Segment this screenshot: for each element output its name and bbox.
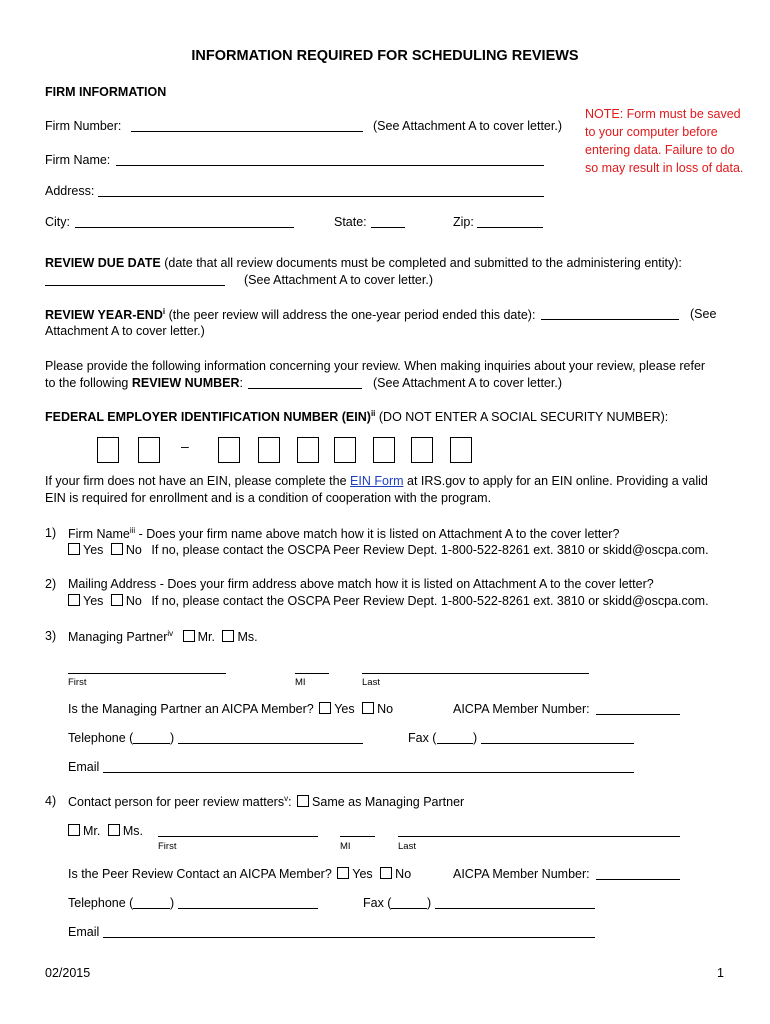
q4-colon: : <box>288 795 292 810</box>
ein-paragraph-line2: EIN is required for enrollment and is a condition of cooperation with the program. <box>45 491 492 505</box>
q3-ms-checkbox[interactable] <box>222 630 234 642</box>
review-due-line <box>45 256 682 270</box>
q4-aicpa-no-label: No <box>395 867 412 881</box>
q1-question <box>68 526 619 541</box>
address-label: Address: <box>45 184 95 198</box>
review-number-note: (See Attachment A to cover letter.) <box>373 376 562 390</box>
q4-fax-field[interactable] <box>435 896 595 909</box>
q4-number: 4) <box>45 794 57 808</box>
ein-heading: FEDERAL EMPLOYER IDENTIFICATION NUMBER (EIN) <box>45 410 371 425</box>
review-due-note: (See Attachment A to cover letter.) <box>244 273 433 287</box>
q3-label: Managing Partner <box>68 630 168 645</box>
ein-warning: (DO NOT ENTER A SOCIAL SECURITY NUMBER): <box>378 410 669 425</box>
q3-member-number-label: AICPA Member Number: <box>453 702 590 716</box>
q3-last-caption: Last <box>362 677 380 688</box>
q3-fax-field[interactable] <box>481 731 634 744</box>
ein-line <box>45 409 668 424</box>
q3-mi-caption: MI <box>295 677 306 688</box>
q4-same-label: Same as Managing Partner <box>312 795 465 810</box>
q3-aicpa-no-checkbox[interactable] <box>362 702 374 714</box>
q4-fax-paren: ) <box>427 896 432 910</box>
q4-fax-area-field[interactable] <box>391 896 427 909</box>
q1-answer <box>68 543 709 557</box>
q4-member-number-field[interactable] <box>596 867 680 880</box>
q4-first-caption: First <box>158 841 177 852</box>
q3-fax-label: Fax ( <box>408 731 437 745</box>
q4-first-name-field[interactable] <box>158 824 318 837</box>
firm-info-heading: FIRM INFORMATION <box>45 85 167 99</box>
ein-dash: – <box>181 438 189 454</box>
q4-aicpa-row <box>68 867 411 881</box>
save-warning-note: NOTE: Form must be saved to your computer before entering data. Failure to do so may result in loss of data. <box>585 107 744 175</box>
q3-first-caption: First <box>68 677 87 688</box>
q4-ms-label: Ms. <box>122 824 143 838</box>
review-due-heading: REVIEW DUE DATE <box>45 256 161 270</box>
firm-name-field[interactable] <box>116 153 544 166</box>
page-number: 1 <box>717 966 724 980</box>
q3-aicpa-yes-label: Yes <box>334 702 355 716</box>
q3-telephone-paren: ) <box>170 731 175 745</box>
ein-digit-box[interactable] <box>450 437 472 463</box>
q3-aicpa-question: Is the Managing Partner an AICPA Member? <box>68 702 314 716</box>
q2-number: 2) <box>45 577 57 591</box>
review-due-field[interactable] <box>45 273 225 286</box>
q4-telephone-field[interactable] <box>178 896 318 909</box>
q3-telephone-field[interactable] <box>178 731 363 744</box>
review-number-field[interactable] <box>248 376 362 389</box>
review-year-end-field[interactable] <box>541 307 679 320</box>
ein-digit-box[interactable] <box>411 437 433 463</box>
q3-member-number-field[interactable] <box>596 702 680 715</box>
q4-label: Contact person for peer review matters <box>68 795 285 810</box>
review-number-prefix: to the following <box>45 376 129 390</box>
q1-no-checkbox[interactable] <box>111 543 123 555</box>
city-label: City: <box>45 215 70 229</box>
q3-aicpa-row <box>68 702 393 716</box>
footnote-ref: i <box>162 307 166 316</box>
ein-digit-box[interactable] <box>218 437 240 463</box>
q3-number: 3) <box>45 629 57 643</box>
q1-number: 1) <box>45 526 57 540</box>
q4-mr-checkbox[interactable] <box>68 824 80 836</box>
footnote-ref: ii <box>370 409 376 418</box>
q4-same-checkbox[interactable] <box>297 795 309 807</box>
city-field[interactable] <box>75 215 294 228</box>
q3-last-name-field[interactable] <box>362 661 589 674</box>
q4-member-number-label: AICPA Member Number: <box>453 867 590 881</box>
q3-telephone-area-field[interactable] <box>133 731 170 744</box>
q4-aicpa-yes-label: Yes <box>352 867 373 881</box>
review-number-line <box>45 376 243 390</box>
firm-number-field[interactable] <box>131 119 363 132</box>
firm-number-label: Firm Number: <box>45 119 122 133</box>
firm-number-note: (See Attachment A to cover letter.) <box>373 119 562 133</box>
q4-aicpa-no-checkbox[interactable] <box>380 867 392 879</box>
ein-digit-box[interactable] <box>258 437 280 463</box>
q3-question <box>68 629 258 644</box>
q3-fax-paren: ) <box>473 731 478 745</box>
ein-digit-box[interactable] <box>373 437 395 463</box>
q3-telephone-label: Telephone ( <box>68 731 134 745</box>
q4-telephone-label: Telephone ( <box>68 896 134 910</box>
q1-label: Firm Name <box>68 527 130 542</box>
q3-ms-label: Ms. <box>237 630 258 645</box>
q2-yes-checkbox[interactable] <box>68 594 80 606</box>
q3-first-name-field[interactable] <box>68 661 226 674</box>
review-year-end-line <box>45 307 535 322</box>
ein-paragraph-line1 <box>45 474 708 488</box>
q1-yes-label: Yes <box>83 543 104 557</box>
review-number-label: REVIEW NUMBER <box>131 376 240 390</box>
q2-contact-text: If no, please contact the OSCPA Peer Review Dept. 1-800-522-8261 ext. 3810 or skidd@oscpa.com. <box>151 594 709 608</box>
q2-answer <box>68 594 709 608</box>
zip-field[interactable] <box>477 215 543 228</box>
q4-last-caption: Last <box>398 841 416 852</box>
q3-aicpa-yes-checkbox[interactable] <box>319 702 331 714</box>
q2-no-label: No <box>125 594 142 608</box>
q4-mi-caption: MI <box>340 841 351 852</box>
state-label: State: <box>334 215 367 229</box>
q4-last-name-field[interactable] <box>398 824 680 837</box>
ein-para-text: at IRS.gov to apply for an EIN online. Providing a valid <box>407 474 708 488</box>
ein-digit-box[interactable] <box>334 437 356 463</box>
q4-mr-label: Mr. <box>83 824 101 838</box>
q1-yes-checkbox[interactable] <box>68 543 80 555</box>
review-year-end-text: (the peer review will address the one-year period ended this date): <box>168 308 536 323</box>
q3-mr-checkbox[interactable] <box>183 630 195 642</box>
q4-telephone-area-field[interactable] <box>133 896 170 909</box>
q3-mr-label: Mr. <box>197 630 215 645</box>
firm-name-label: Firm Name: <box>45 153 111 167</box>
footnote-ref: iii <box>129 526 136 535</box>
review-year-end-note-a: (See <box>690 307 717 321</box>
q4-ms-checkbox[interactable] <box>108 824 120 836</box>
ein-digit-box[interactable] <box>138 437 160 463</box>
footnote-ref: iv <box>167 629 174 638</box>
ein-digit-box[interactable] <box>297 437 319 463</box>
q3-aicpa-no-label: No <box>377 702 394 716</box>
address-field[interactable] <box>98 184 544 197</box>
footnote-ref: v <box>284 794 289 803</box>
review-number-colon: : <box>239 376 244 390</box>
q4-mi-field[interactable] <box>340 824 375 837</box>
q1-text: - Does your firm name above match how it is listed on Attachment A to the cover letter? <box>138 527 620 542</box>
q3-email-field[interactable] <box>103 760 634 773</box>
q4-email-field[interactable] <box>103 925 595 938</box>
q4-aicpa-yes-checkbox[interactable] <box>337 867 349 879</box>
q2-no-checkbox[interactable] <box>111 594 123 606</box>
review-due-text: (date that all review documents must be completed and submitted to the administering entity): <box>164 256 682 270</box>
q3-fax-area-field[interactable] <box>437 731 473 744</box>
ein-form-link[interactable]: EIN Form <box>350 474 404 488</box>
q4-telephone-paren: ) <box>170 896 175 910</box>
q1-no-label: No <box>125 543 142 557</box>
q4-question <box>68 794 464 809</box>
q4-fax-label: Fax ( <box>363 896 392 910</box>
review-number-text: Please provide the following information concerning your review. When making inquiries about your review, please refer <box>45 359 706 373</box>
q4-aicpa-question: Is the Peer Review Contact an AICPA Member? <box>68 867 332 881</box>
zip-label: Zip: <box>453 215 474 229</box>
q3-mi-field[interactable] <box>295 661 329 674</box>
q3-email-label: Email <box>68 760 100 774</box>
ein-para-text: If your firm does not have an EIN, please complete the <box>45 474 347 488</box>
review-year-end-note-b: Attachment A to cover letter.) <box>45 324 205 338</box>
review-year-end-heading: REVIEW YEAR-END <box>45 308 163 323</box>
page-title: INFORMATION REQUIRED FOR SCHEDULING REVIEWS <box>191 48 579 64</box>
q4-email-label: Email <box>68 925 100 939</box>
ein-digit-box[interactable] <box>97 437 119 463</box>
q4-title-row <box>68 824 143 838</box>
q1-contact-text: If no, please contact the OSCPA Peer Review Dept. 1-800-522-8261 ext. 3810 or skidd@oscpa.com. <box>151 543 709 557</box>
footer-date: 02/2015 <box>45 966 91 980</box>
q2-yes-label: Yes <box>83 594 104 608</box>
state-field[interactable] <box>371 215 405 228</box>
q2-question: Mailing Address - Does your firm address above match how it is listed on Attachment A to the cover letter? <box>68 577 654 591</box>
